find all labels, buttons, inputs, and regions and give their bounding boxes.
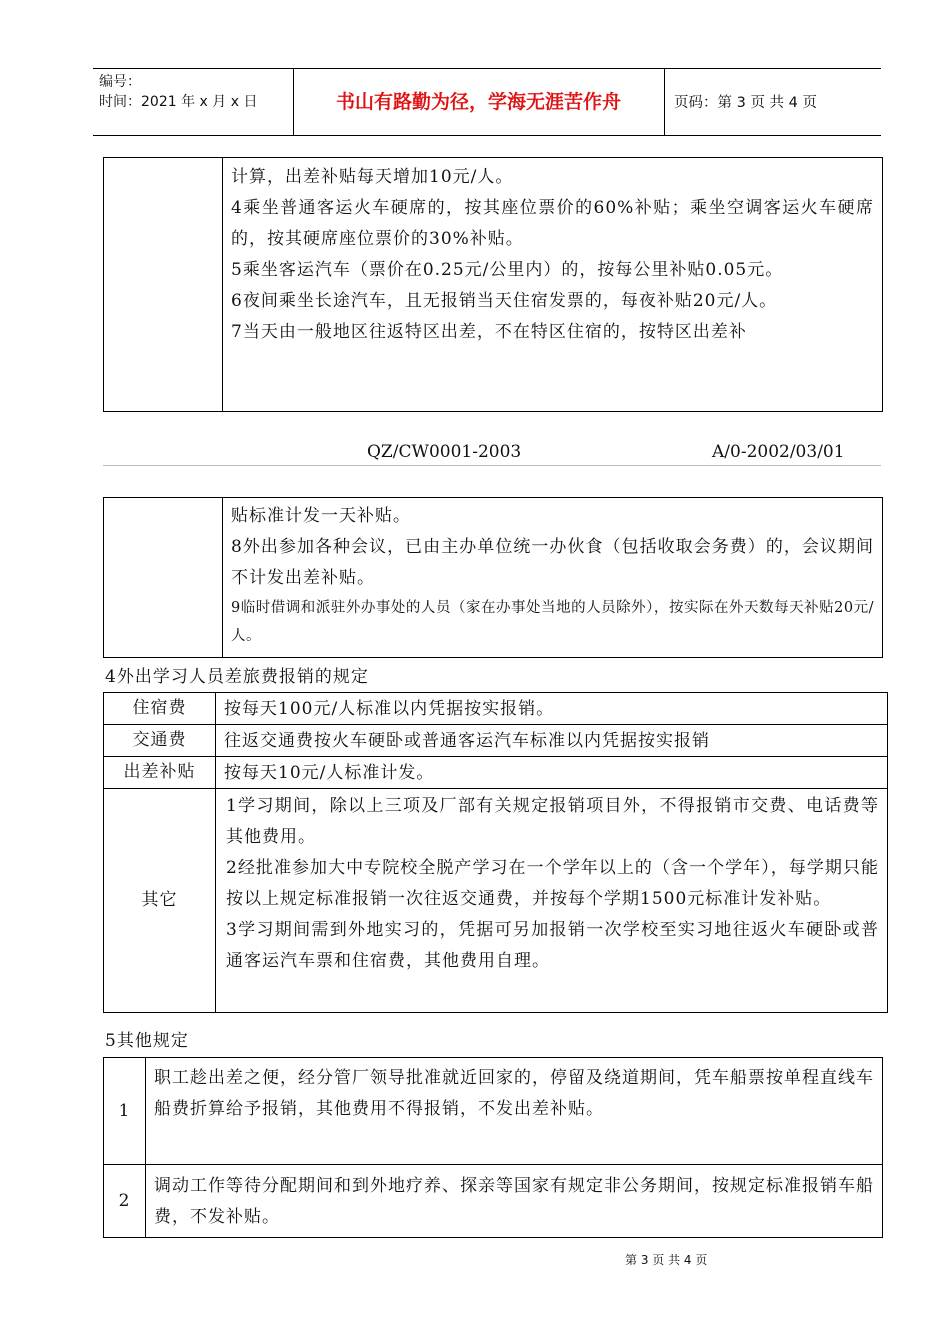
row-label-allowance: 出差补贴 bbox=[103, 756, 216, 789]
header-bottom-rule bbox=[93, 135, 881, 136]
other-text bbox=[216, 789, 887, 977]
row-label-lodging: 住宿费 bbox=[103, 692, 216, 725]
header-top-rule bbox=[93, 68, 881, 69]
block1-line: 5乘坐客运汽车（票价在0.25元/公里内）的，按每公里补贴0.05元。 bbox=[231, 260, 784, 280]
doc-version: A/0-2002/03/01 bbox=[712, 442, 845, 462]
row-text-lodging: 按每天100元/人标准以内凭据按实报销。 bbox=[215, 692, 888, 725]
block1-text bbox=[223, 158, 882, 348]
block2-line: 贴标准计发一天补贴。 bbox=[231, 506, 411, 526]
other-line: 2经批准参加大中专院校全脱产学习在一个学年以上的（含一个学年），每学期只能按以上规定标准报销一次往返交通费，并按每个学期1500元标准计发补贴。 bbox=[226, 858, 879, 909]
doc-code: QZ/CW0001-2003 bbox=[367, 442, 522, 462]
other-line: 3学习期间需到外地实习的，凭据可另加报销一次学校至实习地往返火车硬卧或普通客运汽车票和住宿费，其他费用自理。 bbox=[226, 920, 879, 971]
doc-ref-rule bbox=[103, 465, 881, 466]
page-info: 页码：第 3 页 共 4 页 bbox=[674, 95, 817, 111]
rule-number: 2 bbox=[103, 1164, 146, 1238]
row-text-allowance: 按每天10元/人标准计发。 bbox=[215, 756, 888, 789]
rule-text: 调动工作等待分配期间和到外地疗养、探亲等国家有规定非公务期间，按规定标准报销车船费，不发补贴。 bbox=[154, 1176, 874, 1227]
time-label: 时间：2021 年 x 月 x 日 bbox=[99, 94, 258, 110]
rule-content bbox=[145, 1057, 883, 1165]
serial-label: 编号： bbox=[99, 74, 141, 90]
section4-title: 4外出学习人员差旅费报销的规定 bbox=[105, 667, 369, 687]
block2-label-cell bbox=[103, 497, 223, 658]
block1-line: 计算，出差补贴每天增加10元/人。 bbox=[231, 167, 514, 187]
section5-title: 5其他规定 bbox=[105, 1031, 189, 1051]
row-label-transport: 交通费 bbox=[103, 724, 216, 757]
row-text-transport: 往返交通费按火车硬卧或普通客运汽车标准以内凭据按实报销 bbox=[215, 724, 888, 757]
rule-text: 职工趁出差之便，经分管厂领导批准就近回家的，停留及绕道期间，凭车船票按单程直线车船费折算给予报销，其他费用不得报销，不发出差补贴。 bbox=[154, 1068, 874, 1119]
block1-content-cell bbox=[222, 157, 883, 412]
rule-content bbox=[145, 1164, 883, 1238]
block1-label-cell bbox=[103, 157, 223, 412]
row-label-other: 其它 bbox=[103, 788, 216, 1013]
block1-line: 6夜间乘坐长途汽车，且无报销当天住宿发票的，每夜补贴20元/人。 bbox=[231, 291, 778, 311]
block1-line: 4乘坐普通客运火车硬席的，按其座位票价的60%补贴；乘坐空调客运火车硬席的，按其硬席座位票价的30%补贴。 bbox=[231, 198, 874, 249]
row-content-other bbox=[215, 788, 888, 1013]
block2-line: 9临时借调和派驻外办事处的人员（家在办事处当地的人员除外），按实际在外天数每天补贴20元/人。 bbox=[231, 600, 874, 644]
block1-line: 7当天由一般地区往返特区出差，不在特区住宿的，按特区出差补 bbox=[231, 322, 747, 342]
rule-number: 1 bbox=[103, 1057, 146, 1165]
block2-line: 8外出参加各种会议，已由主办单位统一办伙食（包括收取会务费）的，会议期间不计发出差补贴。 bbox=[231, 537, 874, 588]
other-line: 1学习期间，除以上三项及厂部有关规定报销项目外，不得报销市交费、电话费等其他费用。 bbox=[226, 796, 879, 847]
block2-content-cell bbox=[222, 497, 883, 658]
header-motto: 书山有路勤为径，学海无涯苦作舟 bbox=[335, 91, 621, 113]
header-divider-right bbox=[664, 68, 665, 135]
block2-text bbox=[223, 498, 882, 650]
page-footer: 第 3 页 共 4 页 bbox=[625, 1253, 708, 1267]
